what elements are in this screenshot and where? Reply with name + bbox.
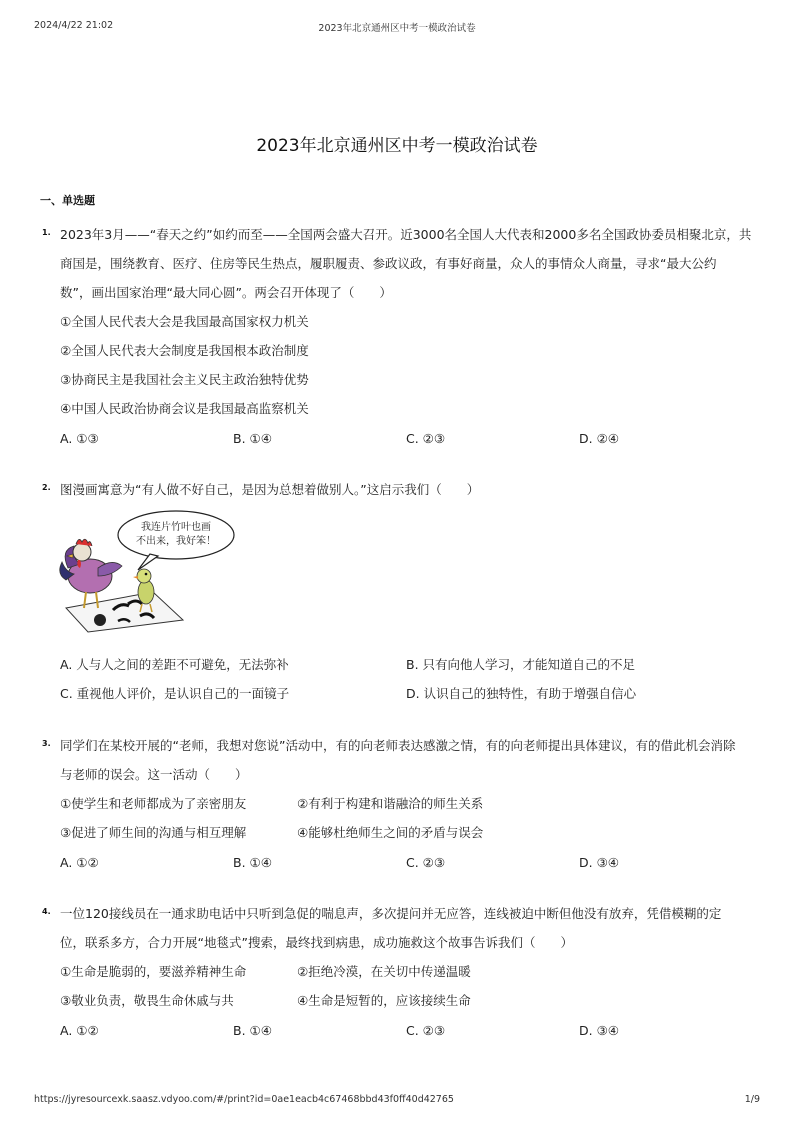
option-d[interactable]: D. ③④ [579,855,619,870]
option-a[interactable]: A. ①② [60,1023,99,1038]
page-title: 2023年北京通州区中考一模政治试卷 [256,136,538,156]
option-c[interactable]: C. ②③ [406,1023,446,1038]
cartoon-image [58,508,238,633]
option-b[interactable]: B. ①④ [233,1023,272,1038]
page-number: 1/9 [744,1094,760,1105]
question-text: 图漫画寓意为“有人做不好自己，是因为总想着做别人。”这启示我们（ ） [60,482,480,497]
question-text: 2023年3月——“春天之约”如约而至——全国两会盛大召开。近3000名全国人大代表和2000多名全国政协委员相聚北京，共 [60,227,752,242]
option-a[interactable]: A. ①③ [60,431,99,446]
print-datetime: 2024/4/22 21:02 [34,20,114,31]
option-b[interactable]: B. ①④ [233,855,272,870]
statement: ④中国人民政治协商会议是我国最高监察机关 [60,401,309,416]
statement: ②全国人民代表大会制度是我国根本政治制度 [60,343,309,358]
question-text: 位，联系多方，合力开展“地毯式”搜索，最终找到病患，成功施救这个故事告诉我们（ ） [60,935,573,950]
statement: ③促进了师生间的沟通与相互理解 [60,825,247,840]
statement: ②拒绝冷漠，在关切中传递温暖 [297,964,471,979]
option-b[interactable]: B. ①④ [233,431,272,446]
question-text: 同学们在某校开展的“老师，我想对您说”活动中，有的向老师表达感激之情，有的向老师提出具体建议，有的借此机会消除 [60,738,736,753]
cartoon-speech-line-2: 不出来，我好笨！ [136,536,216,547]
statement: ①使学生和老师都成为了亲密朋友 [60,796,247,811]
section-heading: 一、单选题 [40,194,95,207]
question-number: 3. [42,739,51,748]
option-a[interactable]: A. 人与人之间的差距不可避免，无法弥补 [60,657,289,672]
question-text: 数”，画出国家治理“最大同心圆”。两会召开体现了（ ） [60,285,392,300]
question-number: 1. [42,228,51,237]
option-c[interactable]: C. ②③ [406,431,446,446]
option-d[interactable]: D. ③④ [579,1023,619,1038]
question-number: 2. [42,483,51,492]
cartoon-speech-line-1: 我连片竹叶也画 [141,522,211,533]
option-a[interactable]: A. ①② [60,855,99,870]
statement: ①全国人民代表大会是我国最高国家权力机关 [60,314,309,329]
question-number: 4. [42,907,51,916]
option-b[interactable]: B. 只有向他人学习，才能知道自己的不足 [406,657,636,672]
statement: ④能够杜绝师生之间的矛盾与误会 [297,825,484,840]
statement: ③协商民主是我国社会主义民主政治独特优势 [60,372,309,387]
statement: ①生命是脆弱的，要滋养精神生命 [60,964,247,979]
question-text: 商国是，围绕教育、医疗、住房等民生热点，履职履责、参政议政，有事好商量，众人的事情众人商量，寻求“最大公约 [60,256,717,271]
question-text: 与老师的误会。这一活动（ ） [60,767,248,782]
print-url: https://jyresourcexk.saasz.vdyoo.com/#/print?id=0ae1eacb4c67468bbd43f0ff40d42765 [34,1094,454,1105]
statement: ②有利于构建和谐融洽的师生关系 [297,796,484,811]
print-header-title: 2023年北京通州区中考一模政治试卷 [318,23,476,34]
question-text: 一位120接线员在一通求助电话中只听到急促的喘息声，多次提问并无应答，连线被迫中断但他没有放弃，凭借模糊的定 [60,906,722,921]
statement: ④生命是短暂的，应该接续生命 [297,993,471,1008]
option-d[interactable]: D. ②④ [579,431,619,446]
option-d[interactable]: D. 认识自己的独特性，有助于增强自信心 [406,686,637,701]
option-c[interactable]: C. ②③ [406,855,446,870]
option-c[interactable]: C. 重视他人评价，是认识自己的一面镜子 [60,686,290,701]
statement: ③敬业负责，敬畏生命休戚与共 [60,993,234,1008]
